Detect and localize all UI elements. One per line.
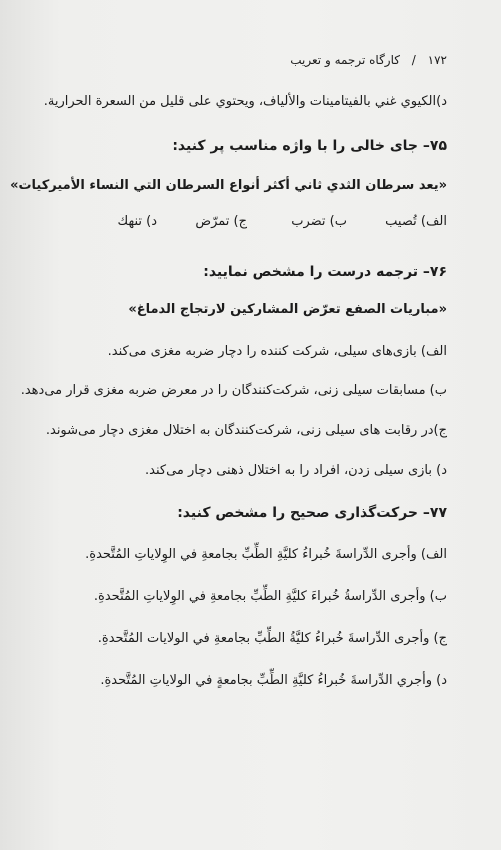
page-header — [290, 50, 447, 70]
q75-option-a: الف) تُصیب — [385, 214, 447, 229]
q75-sentence: «يعد سرطان الثدي ثاني أكثر أنواع السرطان التي النساء الأميركيات» — [10, 178, 447, 193]
q76-option-a: الف) بازی‌های سیلی، شرکت کننده را دچار ضربه مغزی می‌کند. — [107, 344, 447, 359]
q77-option-b: ب) وأجرى الدِّراسةُ خُبراءَ كليَّةِ الطِّبِّ بجامعةِ في الوِلاياتِ المُتَّحدةِ. — [93, 589, 447, 604]
q76-title: ۷۶– ترجمه درست را مشخص نمایید: — [203, 264, 447, 280]
top-text: د)الكيوي غني بالفيتامينات والألياف، ويحتوي على قليل من السعرة الحرارية. — [43, 94, 447, 109]
q75-options — [87, 214, 447, 234]
q77-option-c: ج) وأجرى الدِّراسةَ خُبراءُ كليَّةُ الطِّبِّ بجامعةِ في الولايات المُتَّحدةِ. — [97, 631, 447, 646]
q76-sentence: «مباريات الصفع تعرّض المشاركين لارتجاج الدماغ» — [128, 302, 447, 317]
q76-option-b: ب) مسابقات سیلی زنی، شرکت‌کنندگان را در معرض ضربه مغزی قرار می‌دهد. — [20, 383, 447, 398]
q75-option-c: ج) تمرّض — [195, 214, 247, 229]
book-title: کارگاه ترجمه و تعریب — [290, 53, 400, 67]
q77-option-a: الف) وأجرى الدِّراسةَ خُبراءُ كليَّةِ الطِّبِّ بجامعةِ في الوِلاياتِ المُتَّحدةِ. — [85, 547, 447, 562]
q75-option-b: ب) تضرب — [291, 214, 347, 229]
header-separator: / — [411, 53, 416, 67]
q77-option-d: د) وأجري الدِّراسةَ خُبراءُ كليَّةِ الطِّبِّ بجامعةٍ في الولاياتِ المُتَّحدةِ. — [100, 673, 447, 688]
q76-option-d: د) بازی سیلی زدن، افراد را به اختلال ذهنی دچار می‌کند. — [145, 463, 447, 478]
page-number: ۱۷۲ — [427, 53, 447, 67]
q75-title: ۷۵– جای خالی را با واژه مناسب پر کنید: — [172, 138, 447, 154]
q77-title: ۷۷– حرکت‌گذاری صحیح را مشخص کنید: — [177, 505, 447, 521]
q76-option-c: ج)در رقابت های سیلی زنی، شرکت‌کنندگان به اختلال مغزی دچار می‌شوند. — [45, 423, 447, 438]
q75-option-d: د) تنهك — [117, 214, 157, 229]
